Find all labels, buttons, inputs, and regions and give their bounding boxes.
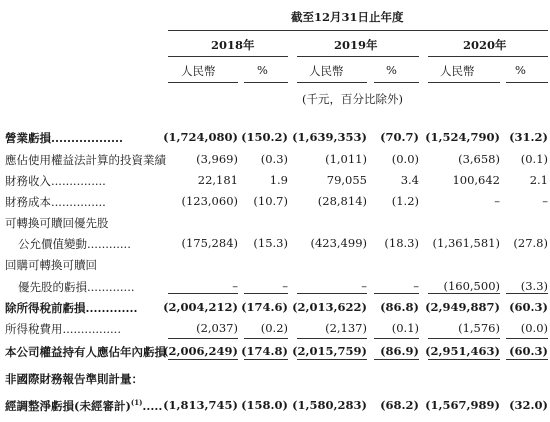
row-label	[5, 257, 97, 273]
period-header: 截至12月31日止年度	[291, 10, 404, 24]
units-note: (千元，百分比除外)	[302, 92, 403, 106]
col-rmb-2019-underline	[297, 82, 367, 83]
table-cell: (2,037)	[196, 321, 238, 335]
table-cell: (175,284)	[181, 236, 238, 250]
total-line-top-rmb-2018	[168, 338, 238, 339]
table-cell: (2,949,887)	[425, 300, 500, 314]
table-cell: –	[232, 279, 238, 293]
table-cell: (86.9)	[380, 344, 419, 358]
table-cell: (15.3)	[253, 236, 288, 250]
table-cell: (60.3)	[509, 300, 548, 314]
table-cell: (1,813,745)	[163, 398, 238, 412]
table-cell: (2,013,622)	[292, 300, 367, 314]
table-cell: (123,060)	[181, 194, 238, 208]
table-cell: (86.8)	[380, 300, 419, 314]
table-cell: –	[282, 279, 288, 293]
row-label-text: 回購可轉換可贖回	[5, 258, 97, 272]
table-cell: (3,969)	[196, 152, 238, 166]
table-cell: (0.1)	[520, 152, 548, 166]
table-cell: 2.1	[529, 173, 548, 187]
table-cell: (68.2)	[380, 398, 419, 412]
table-cell: (1.2)	[391, 194, 419, 208]
table-cell: (0.2)	[260, 321, 288, 335]
total-line-bottom-rmb-2018	[168, 359, 238, 360]
subtotal-line-pct-2020	[506, 293, 548, 294]
table-cell: (0.0)	[391, 152, 419, 166]
subtotal-line-rmb-2019	[297, 293, 367, 294]
row-label-text: 經調整淨虧損(未經審計)	[5, 399, 131, 413]
row-label	[18, 279, 135, 295]
row-label	[5, 300, 138, 316]
row-label	[5, 130, 123, 146]
row-label-text: 應佔使用權益法計算的投資業績	[5, 153, 166, 167]
total-line-bottom-rmb-2020	[428, 359, 500, 360]
total-line-top-pct-2018	[244, 338, 288, 339]
table-cell: (1,524,790)	[425, 130, 500, 144]
row-label-text: 本公司權益持有人應佔年內虧損	[5, 345, 166, 359]
row-label	[5, 215, 109, 231]
row-label-text: 非國際財務報告準則計量：	[5, 372, 143, 386]
table-cell: (0.1)	[391, 321, 419, 335]
row-label-text: 財務收入...............	[5, 174, 106, 188]
col-pct-2019-underline	[374, 82, 419, 83]
table-cell: (18.3)	[384, 236, 419, 250]
col-rmb-2018-underline	[168, 82, 238, 83]
total-line-bottom-rmb-2019	[297, 359, 367, 360]
total-line-bottom-pct-2020	[506, 359, 548, 360]
col-pct-2018-underline	[244, 82, 288, 83]
total-line-top-pct-2020	[506, 338, 548, 339]
row-label-text: 營業虧損..................	[5, 131, 124, 145]
row-label-text: 優先股的虧損.............	[18, 280, 135, 294]
table-cell: (1,576)	[458, 321, 500, 335]
table-cell: 3.4	[400, 173, 419, 187]
year-2019-underline	[297, 56, 419, 57]
table-cell: 100,642	[452, 173, 500, 187]
table-cell: (174.8)	[241, 344, 288, 358]
col-pct-2019: %	[386, 63, 397, 77]
col-rmb-2020-underline	[428, 82, 500, 83]
col-pct-2020-underline	[506, 82, 548, 83]
table-cell: (70.7)	[380, 130, 419, 144]
col-pct-2018: %	[257, 63, 268, 77]
row-label-text: 所得稅費用................	[5, 322, 121, 336]
total-line-top-rmb-2019	[297, 338, 367, 339]
table-cell: (10.7)	[253, 194, 288, 208]
table-cell: (1,011)	[325, 152, 367, 166]
table-cell: (28,814)	[317, 194, 367, 208]
year-2020-underline	[428, 56, 548, 57]
year-2020: 2020年	[463, 38, 507, 52]
table-cell: (31.2)	[509, 130, 548, 144]
subtotal-line-pct-2019	[374, 293, 419, 294]
total-line-bottom-pct-2018	[244, 359, 288, 360]
table-cell: –	[413, 279, 419, 293]
row-label	[5, 194, 106, 210]
row-label	[5, 398, 162, 414]
table-cell: (2,137)	[325, 321, 367, 335]
table-cell: –	[494, 194, 500, 208]
row-label	[18, 236, 131, 252]
table-cell: (160,500)	[443, 279, 500, 293]
col-rmb-2020: 人民幣	[440, 64, 475, 78]
subtotal-line-rmb-2020	[428, 293, 500, 294]
table-cell: (2,004,212)	[163, 300, 238, 314]
table-cell: (0.3)	[260, 152, 288, 166]
table-cell: (32.0)	[509, 398, 548, 412]
total-line-bottom-pct-2019	[374, 359, 419, 360]
table-cell: (2,015,759)	[292, 344, 367, 358]
table-cell: (2,006,249)	[163, 344, 238, 358]
year-2018-underline	[168, 56, 288, 57]
row-label	[5, 371, 143, 387]
row-label	[5, 152, 166, 168]
table-cell: (174.6)	[241, 300, 288, 314]
table-cell: 1.9	[269, 173, 288, 187]
year-2019: 2019年	[334, 38, 378, 52]
period-underline	[168, 30, 548, 31]
table-cell: (1,580,283)	[292, 398, 367, 412]
table-cell: (1,724,080)	[163, 130, 238, 144]
table-cell: 22,181	[197, 173, 238, 187]
col-rmb-2019: 人民幣	[309, 64, 344, 78]
row-label-text: 公允價值變動............	[18, 237, 131, 251]
table-cell: (1,639,353)	[292, 130, 367, 144]
table-cell: –	[361, 279, 367, 293]
row-label	[5, 321, 121, 337]
total-line-top-rmb-2020	[428, 338, 500, 339]
table-cell: (3.3)	[520, 279, 548, 293]
table-cell: (423,499)	[310, 236, 367, 250]
row-label-leader: .....	[142, 399, 163, 413]
footnote-marker: (1)	[130, 398, 143, 408]
row-label-text: 除所得稅前虧損.............	[5, 301, 138, 315]
subtotal-line-pct-2018	[244, 293, 288, 294]
total-line-top-pct-2019	[374, 338, 419, 339]
table-cell: (3,658)	[458, 152, 500, 166]
table-cell: (150.2)	[241, 130, 288, 144]
col-pct-2020: %	[515, 63, 526, 77]
row-label-text: 財務成本...............	[5, 195, 106, 209]
table-cell: –	[542, 194, 548, 208]
row-label	[5, 173, 106, 189]
table-cell: (27.8)	[513, 236, 548, 250]
row-label	[5, 344, 166, 360]
subtotal-line-rmb-2018	[168, 293, 238, 294]
year-2018: 2018年	[211, 38, 255, 52]
table-cell: (2,951,463)	[425, 344, 500, 358]
table-cell: (60.3)	[509, 344, 548, 358]
table-cell: 79,055	[326, 173, 367, 187]
table-cell: (1,567,989)	[425, 398, 500, 412]
table-cell: (0.0)	[520, 321, 548, 335]
col-rmb-2018: 人民幣	[181, 64, 216, 78]
table-cell: (158.0)	[241, 398, 288, 412]
row-label-text: 可轉換可贖回優先股	[5, 216, 109, 230]
table-cell: (1,361,581)	[432, 236, 500, 250]
